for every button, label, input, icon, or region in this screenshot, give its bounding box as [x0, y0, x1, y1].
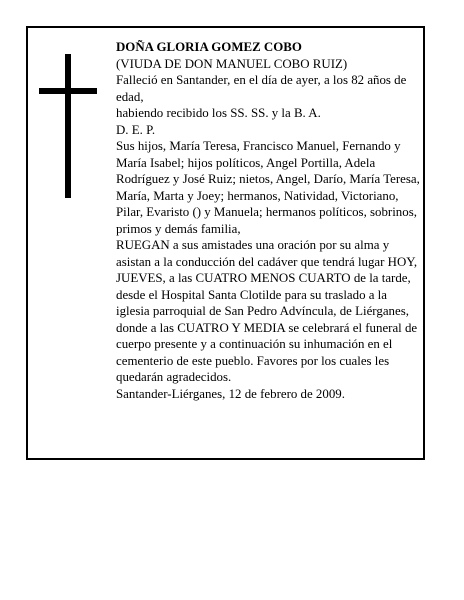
place-and-date: Santander-Liérganes, 12 de febrero de 2009.	[116, 386, 345, 401]
funeral-request: RUEGAN a sus amistades una oración por su alma y asistan a la conducción del cadáver que tendrá lugar HOY, JUEVES, a las CUATRO MENOS CUARTO de la tarde, desde el Hospital Santa Clotilde para su traslado a la iglesia parroquial de San Pedro Advíncula, de Liérganes, donde a las CUATRO Y MEDIA se celebrará el funeral de cuerpo presente y a continuación su inhumación en el cementerio de este pueblo. Favores por los cuales les quedarán agradecidos.	[116, 238, 418, 384]
cross-icon-crossbar	[39, 88, 97, 94]
obituary-notice	[26, 26, 425, 460]
rip-line: D. E. P.	[116, 122, 156, 137]
cross-icon	[65, 54, 71, 198]
family-list: Sus hijos, María Teresa, Francisco Manuel, Fernando y María Isabel; hijos políticos, Angel Portilla, Adela Rodríguez y José Ruiz; nietos, Angel, Darío, María Teresa, María, Marta y Joey; hermanos, Natividad, Victoriano, Pilar, Evaristo () y Manuela; hermanos políticos, sobrinos, primos y demás familia,	[116, 139, 420, 236]
deceased-name: DOÑA GLORIA GOMEZ COBO	[116, 40, 302, 54]
sacraments-line: habiendo recibido los SS. SS. y la B. A.	[116, 106, 321, 120]
widow-line: (VIUDA DE DON MANUEL COBO RUIZ)	[116, 56, 348, 71]
death-statement: Falleció en Santander, en el día de ayer, a los 82 años de edad,	[116, 73, 407, 104]
obituary-text	[116, 39, 422, 402]
